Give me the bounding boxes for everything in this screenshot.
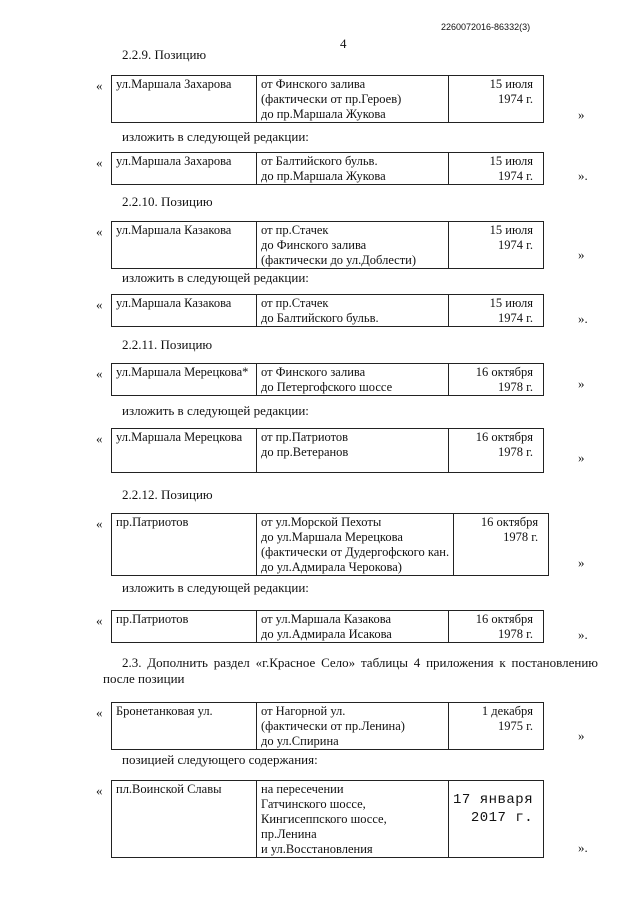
close-quote: » (578, 555, 585, 570)
instruction-text: изложить в следующей редакции: (122, 129, 309, 144)
segment-line: Кингисеппского шоссе, (261, 812, 387, 826)
street-segment (257, 514, 454, 576)
segment-line: от ул.Маршала Казакова (261, 612, 392, 626)
naming-date (449, 222, 544, 269)
segment-line: от Нагорной ул. (261, 704, 346, 718)
table-row (112, 364, 544, 396)
street-segment (257, 703, 449, 750)
close-quote: » (578, 376, 585, 391)
close-quote: ». (578, 168, 588, 183)
naming-date (449, 611, 544, 643)
segment-line: (фактически от пр.Героев) (261, 92, 402, 106)
position-table (111, 221, 544, 269)
position-table (111, 780, 544, 858)
section-heading: 2.2.11. Позицию (122, 337, 213, 352)
segment-line: от ул.Морской Пехоты (261, 515, 382, 529)
instruction-text: изложить в следующей редакции: (122, 270, 309, 285)
date-line: 15 июля (489, 223, 533, 237)
position-table (111, 610, 544, 643)
naming-date (449, 781, 544, 858)
naming-date (449, 295, 544, 327)
table-row (112, 429, 544, 473)
position-table (111, 75, 544, 123)
page-number: 4 (340, 36, 347, 51)
segment-line: и ул.Восстановления (261, 842, 373, 856)
segment-line: до ул.Адмирала Исакова (261, 627, 392, 641)
date-line: 1974 г. (498, 92, 533, 106)
segment-line: (фактически от пр.Ленина) (261, 719, 405, 733)
table-row (112, 153, 544, 185)
date-line: 16 октября (475, 612, 533, 626)
segment-line: от пр.Стачек (261, 223, 329, 237)
street-segment (257, 781, 449, 858)
segment-line: до Балтийского бульв. (261, 311, 379, 325)
date-line: 16 октября (475, 430, 533, 444)
date-line: 1978 г. (503, 530, 539, 544)
segment-line: от пр.Патриотов (261, 430, 349, 444)
section-heading: 2.2.12. Позицию (122, 487, 213, 502)
section-heading: 2.2.9. Позицию (122, 47, 207, 62)
instruction-text: изложить в следующей редакции: (122, 580, 309, 595)
street-name: пр.Патриотов (112, 611, 257, 643)
table-row (112, 222, 544, 269)
close-quote: » (578, 450, 585, 465)
naming-date (454, 514, 549, 576)
open-quote: « (96, 705, 103, 720)
table-row (112, 514, 549, 576)
date-line: 16 октября (480, 515, 539, 529)
table-row (112, 295, 544, 327)
segment-line: до пр.Маршала Жукова (261, 169, 386, 183)
street-name: ул.Маршала Мерецкова (112, 429, 257, 473)
segment-line: до Финского залива (261, 238, 367, 252)
date-line: 15 июля (489, 296, 533, 310)
close-quote: » (578, 107, 585, 122)
open-quote: « (96, 516, 103, 531)
close-quote: ». (578, 627, 588, 642)
date-line: 1974 г. (498, 169, 533, 183)
segment-line: до пр.Ветеранов (261, 445, 349, 459)
document-id: 2260072016-86332(3) (441, 22, 531, 32)
date-line: 1975 г. (498, 719, 533, 733)
street-name: ул.Маршала Казакова (112, 222, 257, 269)
paragraph-2-3: 2.3. Дополнить раздел «г.Красное Село» таблицы 4 приложения к постановлению после позиции (103, 655, 598, 686)
close-quote: ». (578, 840, 588, 855)
segment-line: до Петергофского шоссе (261, 380, 393, 394)
segment-line: от Финского залива (261, 365, 366, 379)
open-quote: « (96, 431, 103, 446)
street-segment (257, 611, 449, 643)
table-row (112, 76, 544, 123)
position-table (111, 294, 544, 327)
date-line: 15 июля (489, 154, 533, 168)
naming-date (449, 703, 544, 750)
open-quote: « (96, 613, 103, 628)
segment-line: до ул.Маршала Мерецкова (261, 530, 403, 544)
position-table (111, 702, 544, 750)
street-name: ул.Маршала Захарова (112, 153, 257, 185)
segment-line: на пересечении (261, 782, 344, 796)
street-segment (257, 76, 449, 123)
naming-date (449, 364, 544, 396)
open-quote: « (96, 366, 103, 381)
segment-line: пр.Ленина (261, 827, 317, 841)
close-quote: » (578, 247, 585, 262)
close-quote: ». (578, 311, 588, 326)
open-quote: « (96, 224, 103, 239)
segment-line: Гатчинского шоссе, (261, 797, 366, 811)
segment-line: (фактически до ул.Доблести) (261, 253, 417, 267)
date-line: 1978 г. (498, 627, 533, 641)
position-table (111, 513, 549, 576)
instruction-text: позицией следующего содержания: (122, 752, 318, 767)
position-table (111, 428, 544, 473)
date-line: 1974 г. (498, 238, 533, 252)
date-line: 1978 г. (498, 445, 533, 459)
open-quote: « (96, 783, 103, 798)
segment-line: до ул.Адмирала Черокова) (261, 560, 402, 574)
segment-line: от Балтийского бульв. (261, 154, 378, 168)
segment-line: (фактически от Дудергофского кан. (261, 545, 450, 559)
segment-line: до ул.Спирина (261, 734, 339, 748)
date-line: 16 октября (475, 365, 533, 379)
street-segment (257, 429, 449, 473)
position-table (111, 152, 544, 185)
table-row (112, 781, 544, 858)
open-quote: « (96, 78, 103, 93)
date-line: 2017 г. (470, 810, 534, 826)
position-table (111, 363, 544, 396)
street-name: ул.Маршала Захарова (112, 76, 257, 123)
open-quote: « (96, 155, 103, 170)
street-name: пл.Воинской Славы (112, 781, 257, 858)
street-segment (257, 222, 449, 269)
date-line: 1978 г. (498, 380, 533, 394)
naming-date (449, 153, 544, 185)
segment-line: от Финского залива (261, 77, 366, 91)
street-name: ул.Маршала Мерецкова* (112, 364, 257, 396)
street-name: Бронетанковая ул. (112, 703, 257, 750)
street-segment (257, 153, 449, 185)
street-segment (257, 364, 449, 396)
table-row (112, 703, 544, 750)
date-line: 1 декабря (481, 704, 533, 718)
date-line: 1974 г. (498, 311, 533, 325)
street-name: пр.Патриотов (112, 514, 257, 576)
segment-line: до пр.Маршала Жукова (261, 107, 386, 121)
section-heading: 2.2.10. Позицию (122, 194, 213, 209)
segment-line: от пр.Стачек (261, 296, 329, 310)
close-quote: » (578, 728, 585, 743)
street-name: ул.Маршала Казакова (112, 295, 257, 327)
street-segment (257, 295, 449, 327)
instruction-text: изложить в следующей редакции: (122, 403, 309, 418)
table-row (112, 611, 544, 643)
date-line: 17 января (453, 792, 534, 808)
naming-date (449, 429, 544, 473)
open-quote: « (96, 297, 103, 312)
naming-date (449, 76, 544, 123)
date-line: 15 июля (489, 77, 533, 91)
